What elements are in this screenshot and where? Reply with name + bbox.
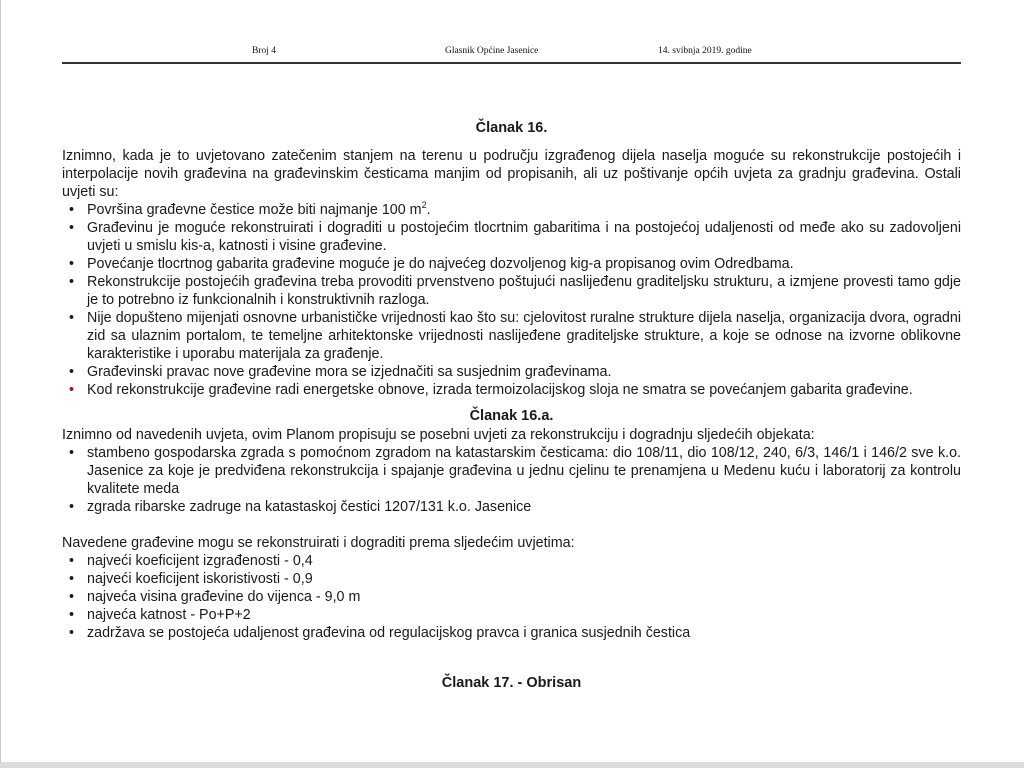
list-item — [62, 498, 961, 516]
bullet-icon: • — [69, 553, 75, 569]
list-item — [62, 381, 961, 399]
bullet-icon: • — [69, 499, 75, 515]
list-item-text: Nije dopušteno mijenjati osnovne urbanističke vrijednosti kao što su: cjelovitost ruralne strukture dijela naselja, organizacija dvora, ogradni zid sa ulaznim portalom, te temeljne arhitektonske vrijednosti naslijeđene graditeljske strukture, a koje se odnose na izvorne oblikovne karakteristike i uporabu materijala za građenje. — [87, 310, 961, 362]
article-17-title: Članak 17. - Obrisan — [441, 675, 582, 691]
bullet-icon: • — [69, 445, 75, 461]
list-item-text: zadržava se postojeća udaljenost građevina od regulacijskog pravca i granica susjednih čestica — [87, 625, 691, 641]
bullet-icon: • — [69, 571, 75, 587]
list-item — [62, 219, 961, 255]
bullet-icon: • — [69, 589, 75, 605]
article-16a-objects-list — [62, 444, 961, 516]
list-item — [62, 273, 961, 309]
issue-number: Broj 4 — [252, 46, 277, 56]
list-item-text: najveći koeficijent iskoristivosti - 0,9 — [87, 571, 313, 587]
bullet-icon: • — [69, 274, 75, 290]
bullet-icon: • — [69, 256, 75, 272]
conditions-list — [62, 552, 961, 642]
list-item-text: stambeno gospodarska zgrada s pomoćnom zgradom na katastarskim česticama: dio 108/11, dio 108/12, 240, 6/3, 146/1 i 146/2 sve k.o. Jasenice za koje je predviđena rekonstrukcija i spajanje građevina u jednu cjelinu te prenamjena u Medenu kuću i laboratorij za kontrolu kvalitete meda — [87, 445, 961, 497]
list-item — [62, 570, 961, 588]
list-item-text: Površina građevne čestice može biti najmanje 100 m — [87, 202, 422, 218]
list-item — [62, 552, 961, 570]
bullet-icon: • — [69, 310, 75, 326]
bullet-icon: • — [69, 364, 75, 380]
bullet-icon: • — [69, 625, 75, 641]
list-item-text: Kod rekonstrukcije građevine radi energetske obnove, izrada termoizolacijskog sloja ne smatra se povećanjem gabarita građevine. — [87, 382, 913, 398]
article-16-intro: Iznimno, kada je to uvjetovano zatečenim stanjem na terenu u području izgrađenog dijela naselja moguće su rekonstrukcije postojećih i interpolacije novih građevina na građevinskim česticama manjim od propisanih, ali uz poštivanje općih uvjeta za gradnju građevina. Ostali uvjeti su: — [62, 148, 961, 200]
bullet-icon: • — [69, 202, 75, 218]
article-16a-title: Članak 16.a. — [469, 408, 554, 424]
list-item — [62, 363, 961, 381]
header-rule — [62, 62, 961, 64]
page-bottom-border — [0, 762, 1024, 768]
bullet-icon: • — [69, 220, 75, 236]
bullet-icon: • — [69, 607, 75, 623]
list-item — [62, 201, 961, 219]
list-item-end: . — [426, 202, 431, 218]
list-item — [62, 588, 961, 606]
list-item-text: Građevinu je moguće rekonstruirati i dograditi u postojećim tlocrtnim gabaritima i na postojećoj udaljenosti od međe ako su zadovoljeni uvjeti u smislu kis-a, katnosti i visine građevine. — [87, 220, 961, 254]
list-item — [62, 606, 961, 624]
article-16a-intro: Iznimno od navedenih uvjeta, ovim Planom propisuju se posebni uvjeti za rekonstrukciju i dogradnju sljedećih objekata: — [62, 427, 815, 443]
list-item-text: Povećanje tlocrtnog gabarita građevine moguće je do najvećeg dozvoljenog kig-a propisanog ovim Odredbama. — [87, 256, 794, 272]
list-item — [62, 624, 961, 642]
superscript-text: 2 — [421, 200, 427, 211]
list-item — [62, 444, 961, 498]
list-item-text: zgrada ribarske zadruge na katastaskoj čestici 1207/131 k.o. Jasenice — [87, 499, 532, 515]
list-item — [62, 255, 961, 273]
running-header — [62, 46, 961, 60]
list-item — [62, 309, 961, 363]
publication-date: 14. svibnja 2019. godine — [658, 46, 752, 56]
article-16-title: Članak 16. — [475, 120, 548, 136]
red-bullet-icon: • — [69, 382, 75, 398]
page-left-border — [0, 0, 1, 768]
publication-name: Glasnik Općine Jasenice — [445, 46, 539, 56]
paragraph-spacer — [62, 516, 961, 534]
conditions-intro: Navedene građevine mogu se rekonstruirati i dograditi prema sljedećim uvjetima: — [62, 535, 575, 551]
list-item-text: najveći koeficijent izgrađenosti - 0,4 — [87, 553, 313, 569]
list-item-text: Građevinski pravac nove građevine mora se izjednačiti sa susjednim građevinama. — [87, 364, 612, 380]
document-content — [62, 112, 961, 693]
list-item-text: najveća katnost - Po+P+2 — [87, 607, 251, 623]
list-item-text: Rekonstrukcije postojećih građevina treba provoditi prvenstveno poštujući naslijeđenu graditeljsku strukturu, a izmjene provesti tamo gdje je to potrebno iz funkcionalnih i konstruktivnih razloga. — [87, 274, 961, 308]
list-item-text: najveća visina građevine do vijenca - 9,0 m — [87, 589, 361, 605]
article-16-list — [62, 201, 961, 399]
